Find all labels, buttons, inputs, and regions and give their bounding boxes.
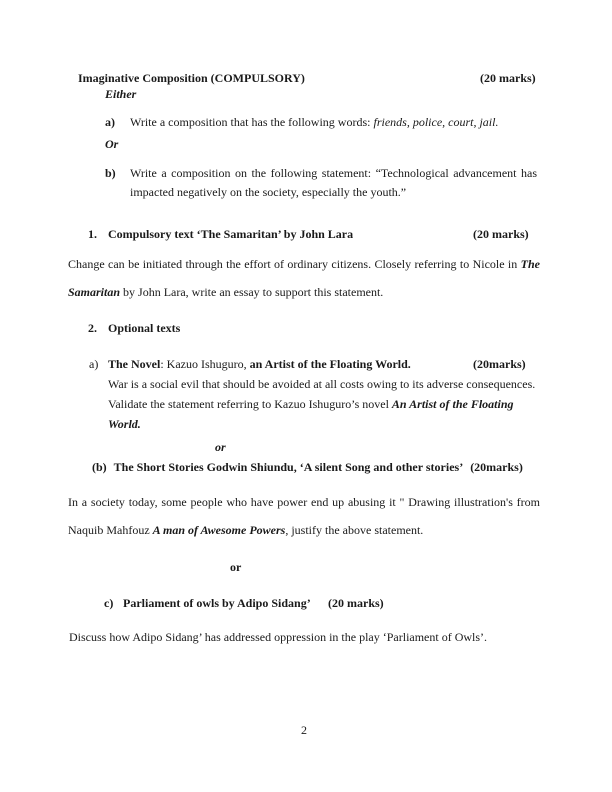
q1-body-post: by John Lara, write an essay to support this statement. [120,285,384,299]
q1-number: 1. [88,227,97,241]
q2-owls-marks: (20 marks) [328,596,384,610]
q2-short-stories-label: (b) [92,460,107,474]
or-label: Or [105,137,119,151]
q2-ss-body-book-title: A man of Awesome Powers [152,523,286,537]
q2-novel-title-bold2: an Artist of the Floating World. [249,357,411,371]
q2-short-stories-line [92,460,523,474]
q2-or2-label: or [230,560,242,574]
q2-title: Optional texts [108,321,181,335]
q2-ss-body-post: , justify the above statement. [285,523,424,537]
q2-short-stories-title: The Short Stories Godwin Shiundu, ‘A silent Song and other stories’ [113,460,464,474]
item-a-text-italic: friends, police, court, jail. [373,115,499,129]
item-a-text [130,115,498,129]
q1-title: Compulsory text ‘The Samaritan’ by John Lara [108,227,354,241]
q2-novel-body2-pre: Validate the statement referring to Kazuo Ishuguro’s novel [108,397,392,411]
q2-novel-marks: (20marks) [473,357,526,371]
q2-novel-title-bold1: The Novel [108,357,161,371]
q1-marks: (20 marks) [473,227,529,241]
q1-body [68,250,540,306]
either-label: Either [105,87,137,101]
q2-novel-body-line2 [108,394,540,434]
q2-novel-label: a) [89,357,99,371]
q2-or1-label: or [215,440,226,454]
q2-owls-title: Parliament of owls by Adipo Sidang’ [123,596,311,610]
q2-owls-body-text: Discuss how Adipo Sidang’ has addressed oppression in the play ‘Parliament of Owls’. [69,630,488,644]
q2-number: 2. [88,321,97,335]
q2-novel-body-line1: War is a social evil that should be avoided at all costs owing to its adverse consequences. [108,377,536,391]
item-a-label: a) [105,115,115,129]
q2-short-stories-marks: (20marks) [470,460,523,474]
q2-owls-label: c) [104,596,114,610]
imaginative-title: Imaginative Composition (COMPULSORY) [78,71,305,85]
q2-novel-title-line [108,354,540,374]
item-b-text: Write a composition on the following statement: “Technological advancement has impacted negatively on the society, especially the youth.” [130,166,537,199]
item-a-text-plain: Write a composition that has the following words: [130,115,374,129]
q1-body-book-title: The Samaritan [68,257,540,299]
item-b-label: b) [105,166,116,180]
q2-novel-body2-book-title: An Artist of the Floating World. [108,397,514,431]
q2-short-stories-body [68,488,540,544]
q2-novel-title-mid: : Kazuo Ishuguro, [160,357,250,371]
q2-ss-body-pre: In a society today, some people who have power end up abusing it " Drawing illustration's from Naquib Mahfouz [68,495,540,537]
page-number: 2 [301,723,307,737]
q1-body-pre: Change can be initiated through the effort of ordinary citizens. Closely referring to Nicole in [68,257,521,271]
q2-novel-content [108,354,540,434]
imaginative-marks: (20 marks) [480,71,536,85]
